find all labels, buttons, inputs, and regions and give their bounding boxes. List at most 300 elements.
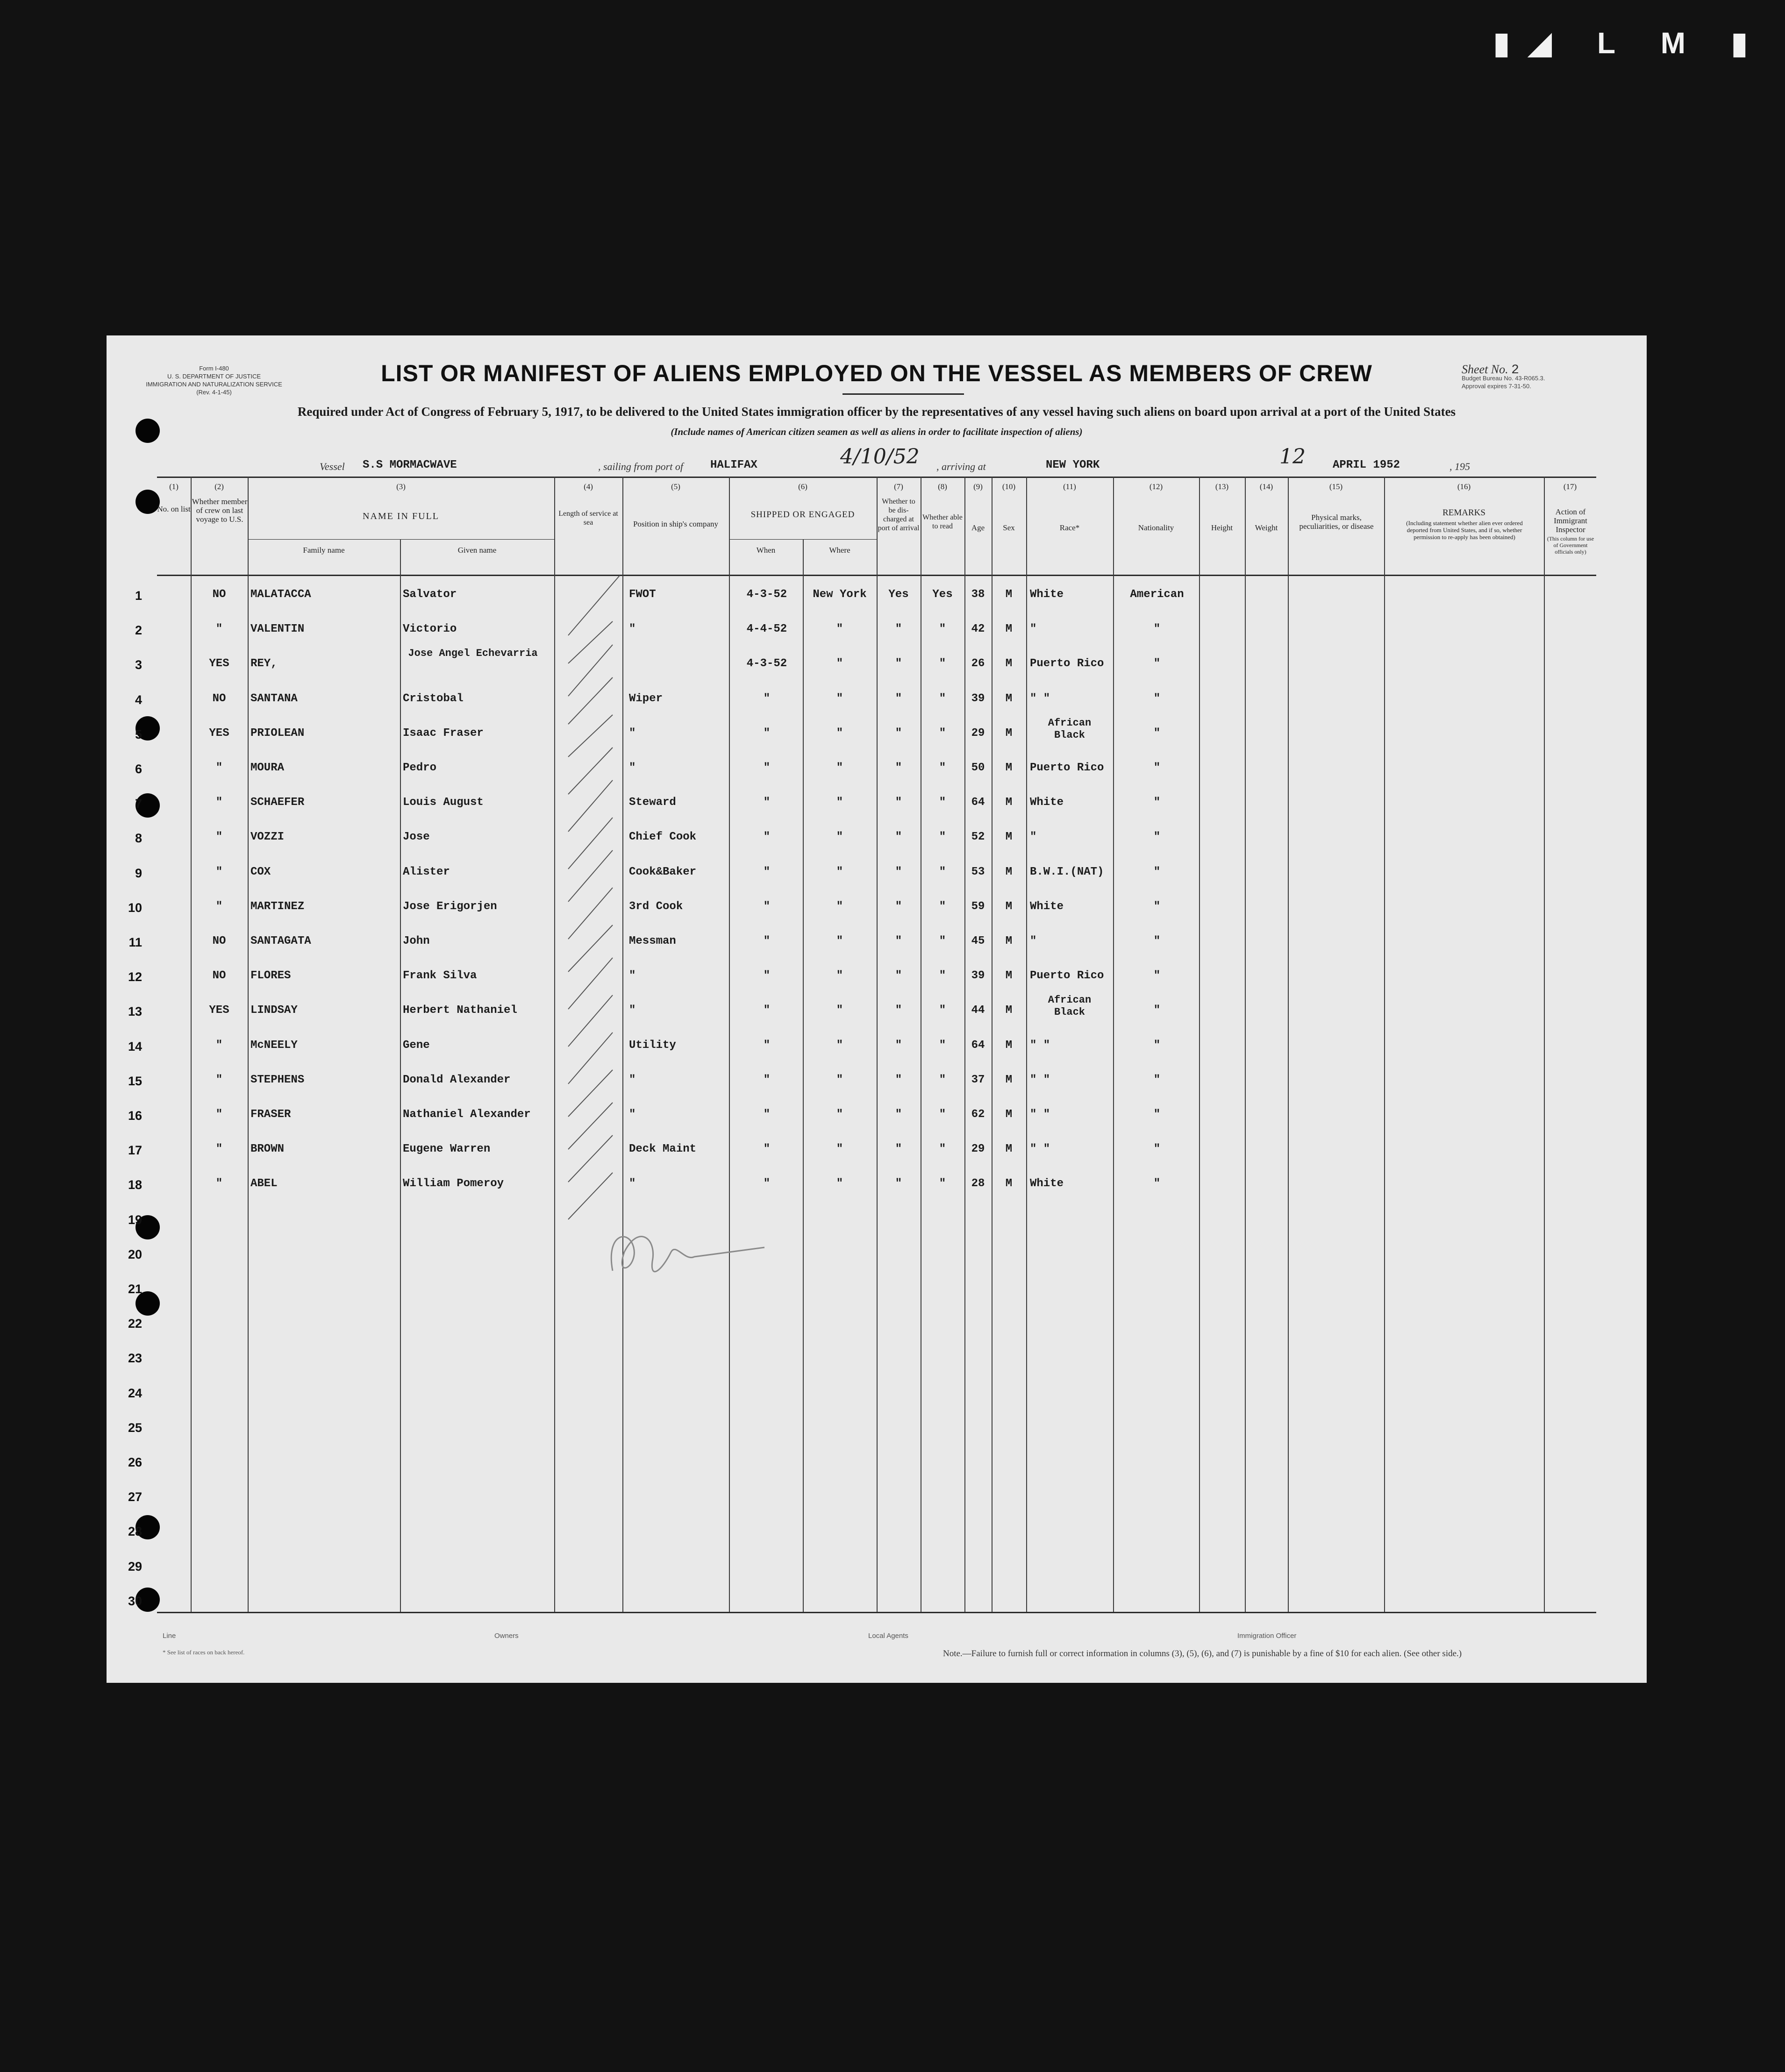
cell-race: " " <box>1030 1039 1050 1052</box>
cell-crew: YES <box>209 1004 229 1017</box>
cell-where: " <box>836 865 843 878</box>
line-number: 22 <box>128 1317 142 1331</box>
line-number: 9 <box>135 866 142 880</box>
line-number: 15 <box>128 1074 142 1088</box>
cell-where: New York <box>813 588 867 601</box>
cell-family: PRIOLEAN <box>250 726 305 740</box>
cell-when: " <box>763 1073 771 1086</box>
cell-discharge: " <box>895 623 902 636</box>
cell-when: " <box>763 831 771 844</box>
cell-read: " <box>939 935 946 947</box>
cell-when: " <box>763 796 771 809</box>
cell-sex: M <box>1005 726 1013 740</box>
header-inspector-action: Action of Immigrant Inspector <box>1554 507 1587 534</box>
cell-given: Eugene Warren <box>403 1143 491 1156</box>
cell-position: Cook&Baker <box>629 865 697 878</box>
cell-position: 3rd Cook <box>629 900 683 913</box>
cell-nationality: " <box>1153 692 1161 705</box>
line-number: 27 <box>128 1490 142 1504</box>
cell-crew: YES <box>209 726 229 740</box>
cell-crew: " <box>215 762 223 774</box>
header-remarks-note: (Including statement whether alien ever ordered deported from United States, and if so, whether permission to re-apply has been obtained) <box>1406 520 1523 541</box>
form-department: U. S. DEPARTMENT OF JUSTICE <box>167 373 261 380</box>
form-revision: (Rev. 4-1-45) <box>196 389 232 396</box>
vessel-label: Vessel <box>320 461 345 472</box>
cell-given: Salvator <box>403 588 457 601</box>
cell-position: " <box>629 1073 636 1086</box>
line-number: 1 <box>135 589 142 603</box>
cell-race: Puerto Rico <box>1030 969 1104 983</box>
cell-family: SANTANA <box>250 692 298 705</box>
cell-given: Victorio <box>403 623 457 636</box>
cell-nationality: " <box>1153 796 1161 809</box>
cell-race: African Black <box>1048 994 1092 1018</box>
cell-discharge: " <box>895 796 902 809</box>
cell-where: " <box>836 969 843 983</box>
cell-discharge: " <box>895 935 902 947</box>
manifest-sheet <box>107 335 1647 1683</box>
arriving-port: NEW YORK <box>1046 459 1100 471</box>
cell-read: " <box>939 1143 946 1156</box>
line-number: 8 <box>135 831 142 846</box>
line-number: 21 <box>128 1282 142 1296</box>
cell-sex: M <box>1005 1039 1013 1052</box>
approval-expiry: Approval expires 7-31-50. <box>1462 383 1531 390</box>
cell-position: " <box>629 969 636 983</box>
cell-position: " <box>629 1004 636 1017</box>
cell-read: " <box>939 1004 946 1017</box>
cell-nationality: " <box>1153 1177 1161 1190</box>
header-length-of-service: Length of service at sea <box>558 510 618 527</box>
cell-sex: M <box>1005 623 1013 636</box>
cell-position: " <box>629 1108 636 1121</box>
cell-age: 39 <box>971 692 985 705</box>
cell-age: 52 <box>971 831 985 844</box>
cell-position: Steward <box>629 796 676 809</box>
cell-race: " " <box>1030 1108 1050 1121</box>
cell-sex: M <box>1005 900 1013 913</box>
cell-position: " <box>629 1177 636 1190</box>
cell-when: 4-3-52 <box>746 588 787 601</box>
cell-crew: NO <box>212 588 226 601</box>
cell-discharge: " <box>895 1108 902 1121</box>
cell-family: ABEL <box>250 1177 278 1190</box>
cell-family: VOZZI <box>250 831 285 844</box>
line-number: 10 <box>128 900 142 915</box>
cell-family: COX <box>250 865 271 878</box>
cell-nationality: " <box>1153 657 1161 670</box>
cell-race: " " <box>1030 692 1050 705</box>
cell-given: Jose Angel Echevarria <box>408 648 538 660</box>
line-number: 12 <box>128 970 142 984</box>
cell-read: " <box>939 1177 946 1190</box>
header-shipped-or-engaged: SHIPPED OR ENGAGED <box>750 510 855 520</box>
line-number: 11 <box>129 935 142 949</box>
cell-discharge: " <box>895 1177 902 1190</box>
cell-position: FWOT <box>629 588 656 601</box>
line-number: 29 <box>128 1559 142 1574</box>
cell-age: 39 <box>971 969 985 983</box>
cell-crew: NO <box>212 692 226 705</box>
penalty-note: Note.—Failure to furnish full or correct information in columns (3), (5), (6), and (7) is punishable by a fine of $10 for each alien. (See other side.) <box>943 1649 1462 1659</box>
column-number: (9) <box>973 482 983 491</box>
header-physical-marks: Physical marks, peculiarities, or disease <box>1299 513 1374 531</box>
header-remarks: REMARKS <box>1442 508 1485 518</box>
cell-read: " <box>939 969 946 983</box>
cell-nationality: " <box>1153 1143 1161 1156</box>
line-number: 14 <box>128 1039 142 1054</box>
cell-given: Jose Erigorjen <box>403 900 497 913</box>
cell-crew: " <box>215 1039 223 1052</box>
cell-age: 62 <box>971 1108 985 1121</box>
sailing-from-port: HALIFAX <box>710 459 757 471</box>
cell-nationality: " <box>1153 762 1161 774</box>
cell-when: " <box>763 692 771 705</box>
cell-discharge: " <box>895 692 902 705</box>
cell-where: " <box>836 1177 843 1190</box>
line-number: 30 <box>128 1594 142 1608</box>
line-number: 28 <box>128 1524 142 1539</box>
cell-race: " <box>1030 831 1037 844</box>
column-number: (7) <box>894 482 903 491</box>
header-name-in-full: NAME IN FULL <box>363 511 439 521</box>
cell-sex: M <box>1005 1143 1013 1156</box>
cell-where: " <box>836 1143 843 1156</box>
cell-family: VALENTIN <box>250 623 305 636</box>
header-list-number: No. on list <box>157 505 191 513</box>
cell-crew: " <box>215 1108 223 1121</box>
cell-age: 28 <box>971 1177 985 1190</box>
header-inspector-note: (This column for use of Government officials only) <box>1547 535 1594 555</box>
cell-family: MOURA <box>250 762 285 774</box>
cell-when: " <box>763 762 771 774</box>
header-shipped-when: When <box>756 546 776 555</box>
column-number: (17) <box>1563 482 1577 491</box>
cell-crew: " <box>215 831 223 844</box>
sailing-from-label: , sailing from port of <box>598 461 683 472</box>
cell-position: " <box>629 623 636 636</box>
cell-age: 44 <box>971 1004 985 1017</box>
manifest-title: LIST OR MANIFEST OF ALIENS EMPLOYED ON THE VESSEL AS MEMBERS OF CREW <box>381 360 1372 386</box>
line-number: 26 <box>128 1455 142 1469</box>
cell-where: " <box>836 796 843 809</box>
cell-sex: M <box>1005 796 1013 809</box>
cell-discharge: " <box>895 1143 902 1156</box>
cell-discharge: " <box>895 762 902 774</box>
cell-given: Gene <box>403 1039 430 1052</box>
cell-where: " <box>836 900 843 913</box>
handwritten-date: 4/10/52 <box>840 445 920 469</box>
cell-discharge: " <box>895 831 902 844</box>
cell-race: Puerto Rico <box>1030 762 1104 774</box>
line-number: 4 <box>135 692 142 707</box>
cell-position: " <box>629 726 636 740</box>
line-number: 13 <box>128 1004 142 1019</box>
column-number: (2) <box>214 482 224 491</box>
cell-age: 50 <box>971 762 985 774</box>
cell-age: 64 <box>971 1039 985 1052</box>
line-number: 25 <box>128 1420 142 1435</box>
header-given-name: Given name <box>457 546 497 555</box>
cell-where: " <box>836 623 843 636</box>
cell-crew: " <box>215 623 223 636</box>
cell-race: " " <box>1030 1073 1050 1086</box>
cell-nationality: " <box>1153 935 1161 947</box>
cell-nationality: " <box>1153 1004 1161 1017</box>
cell-discharge: " <box>895 969 902 983</box>
cell-sex: M <box>1005 692 1013 705</box>
header-race: Race* <box>1059 523 1080 532</box>
cell-where: " <box>836 1004 843 1017</box>
line-number: 19 <box>128 1212 142 1227</box>
cell-when: " <box>763 969 771 983</box>
column-number: (8) <box>938 482 947 491</box>
cell-given: William Pomeroy <box>403 1177 504 1190</box>
cell-given: Nathaniel Alexander <box>403 1108 531 1121</box>
cell-read: " <box>939 796 946 809</box>
cell-age: 37 <box>971 1073 985 1086</box>
cell-read: " <box>939 657 946 670</box>
column-number: (16) <box>1457 482 1471 491</box>
cell-family: LINDSAY <box>250 1004 298 1017</box>
cell-given: Frank Silva <box>403 969 477 983</box>
cell-family: SANTAGATA <box>250 935 311 947</box>
cell-given: Donald Alexander <box>403 1073 511 1086</box>
cell-read: " <box>939 1108 946 1121</box>
column-number: (15) <box>1329 482 1343 491</box>
cell-when: " <box>763 1004 771 1017</box>
sheet-number: 2 <box>1511 363 1519 377</box>
pencil-scrawl <box>611 1237 764 1272</box>
cell-race: White <box>1030 588 1064 601</box>
cell-nationality: American <box>1130 588 1184 601</box>
vessel-line <box>107 445 1647 476</box>
cell-when: " <box>763 865 771 878</box>
cell-when: 4-3-52 <box>746 657 787 670</box>
cell-read: " <box>939 1073 946 1086</box>
cell-given: Pedro <box>403 762 437 774</box>
column-number: (12) <box>1149 482 1163 491</box>
cell-read: Yes <box>932 588 953 601</box>
line-number: 23 <box>128 1351 142 1366</box>
cell-family: BROWN <box>250 1143 285 1156</box>
cell-sex: M <box>1005 831 1013 844</box>
arrival-month-year: APRIL 1952 <box>1333 459 1400 471</box>
cell-race: " <box>1030 935 1037 947</box>
cell-family: REY, <box>250 657 278 670</box>
cell-nationality: " <box>1153 1039 1161 1052</box>
cell-when: " <box>763 1039 771 1052</box>
cell-race: " " <box>1030 1143 1050 1156</box>
cell-given: Alister <box>403 865 450 878</box>
cell-when: " <box>763 1143 771 1156</box>
column-number: (14) <box>1259 482 1273 491</box>
cell-sex: M <box>1005 969 1013 983</box>
cell-sex: M <box>1005 935 1013 947</box>
footer-officer-label: Immigration Officer <box>1237 1632 1297 1640</box>
cell-read: " <box>939 831 946 844</box>
cell-race: B.W.I.(NAT) <box>1030 865 1104 878</box>
line-number: 3 <box>135 658 142 672</box>
header-able-to-read: Whether able to read <box>922 513 963 530</box>
cell-when: " <box>763 900 771 913</box>
cell-given: Jose <box>403 831 430 844</box>
column-number: (13) <box>1215 482 1229 491</box>
form-number: Form I-480 <box>199 365 229 372</box>
cell-age: 42 <box>971 623 985 636</box>
cell-age: 59 <box>971 900 985 913</box>
cell-position: Utility <box>629 1039 676 1052</box>
cell-position: " <box>629 762 636 774</box>
arriving-at-label: , arriving at <box>936 461 986 472</box>
handwritten-arrival-day: 12 <box>1279 445 1306 469</box>
cell-family: FRASER <box>250 1108 291 1121</box>
cell-nationality: " <box>1153 865 1161 878</box>
races-footnote: * See list of races on back hereof. <box>163 1649 245 1656</box>
cell-discharge: " <box>895 1073 902 1086</box>
cell-nationality: " <box>1153 900 1161 913</box>
column-number: (3) <box>396 482 406 491</box>
line-number: 24 <box>128 1386 142 1400</box>
cell-discharge: " <box>895 657 902 670</box>
cell-sex: M <box>1005 1073 1013 1086</box>
cell-age: 64 <box>971 796 985 809</box>
column-number: (5) <box>671 482 680 491</box>
cell-position: Deck Maint <box>629 1143 697 1156</box>
cell-when: " <box>763 726 771 740</box>
cell-where: " <box>836 1108 843 1121</box>
header-nationality: Nationality <box>1138 523 1174 532</box>
cell-discharge: Yes <box>888 588 909 601</box>
manifest-instruction: (Include names of American citizen seamen as well as aliens in order to facilitate inspection of aliens) <box>671 426 1083 437</box>
film-frame-marks: ▮◢ L M ▮ <box>1493 26 1766 60</box>
header-weight: Weight <box>1255 523 1278 532</box>
cell-read: " <box>939 762 946 774</box>
cell-nationality: " <box>1153 1108 1161 1121</box>
cell-crew: " <box>215 1143 223 1156</box>
cell-given: John <box>403 935 430 947</box>
footer-agents-label: Local Agents <box>868 1632 908 1640</box>
header-crew-last-voyage: Whether member of crew on last voyage to U.S. <box>192 497 248 524</box>
cell-family: FLORES <box>250 969 291 983</box>
budget-bureau-number: Budget Bureau No. 43-R065.3. <box>1462 375 1545 382</box>
cell-given: Isaac Fraser <box>403 726 484 740</box>
cell-age: 38 <box>971 588 985 601</box>
header-shipped-where: Where <box>829 546 850 555</box>
cell-age: 53 <box>971 865 985 878</box>
cell-where: " <box>836 657 843 670</box>
cell-family: McNEELY <box>250 1039 298 1052</box>
cell-family: STEPHENS <box>250 1073 305 1086</box>
cell-position: Wiper <box>629 692 663 705</box>
cell-where: " <box>836 1039 843 1052</box>
cell-sex: M <box>1005 588 1013 601</box>
cell-where: " <box>836 935 843 947</box>
line-number: 20 <box>128 1247 142 1261</box>
cell-nationality: " <box>1153 1073 1161 1086</box>
cell-crew: NO <box>212 935 226 947</box>
title-rule <box>843 393 964 395</box>
cell-sex: M <box>1005 762 1013 774</box>
cell-when: 4-4-52 <box>746 623 787 636</box>
cell-when: " <box>763 935 771 947</box>
line-number: 18 <box>128 1178 142 1192</box>
cell-race: Puerto Rico <box>1030 657 1104 670</box>
cell-race: African Black <box>1048 717 1092 741</box>
cell-age: 45 <box>971 935 985 947</box>
cell-sex: M <box>1005 1004 1013 1017</box>
cell-position: Messman <box>629 935 676 947</box>
cell-nationality: " <box>1153 623 1161 636</box>
cell-race: " <box>1030 623 1037 636</box>
column-number: (10) <box>1002 482 1016 491</box>
cell-crew: " <box>215 1073 223 1086</box>
table-rule <box>157 1612 1596 1613</box>
cell-read: " <box>939 623 946 636</box>
cell-age: 29 <box>971 726 985 740</box>
form-service: IMMIGRATION AND NATURALIZATION SERVICE <box>146 381 282 388</box>
cell-where: " <box>836 762 843 774</box>
line-number: 17 <box>128 1143 142 1158</box>
length-of-service-pencil-marks <box>157 477 1596 1612</box>
cell-family: MALATACCA <box>250 588 311 601</box>
footer-line-label: Line <box>163 1632 176 1640</box>
cell-discharge: " <box>895 900 902 913</box>
cell-given: Herbert Nathaniel <box>403 1004 517 1017</box>
header-height: Height <box>1211 523 1233 532</box>
cell-age: 29 <box>971 1143 985 1156</box>
cell-when: " <box>763 1177 771 1190</box>
cell-family: MARTINEZ <box>250 900 305 913</box>
header-to-be-discharged: Whether to be dis-charged at port of arrival <box>878 498 920 532</box>
cell-race: White <box>1030 1177 1064 1190</box>
cell-race: White <box>1030 900 1064 913</box>
vessel-name: S.S MORMACWAVE <box>363 459 457 471</box>
cell-sex: M <box>1005 865 1013 878</box>
cell-where: " <box>836 831 843 844</box>
cell-nationality: " <box>1153 726 1161 740</box>
line-number: 5 <box>135 727 142 741</box>
cell-crew: " <box>215 900 223 913</box>
year-suffix: , 195 <box>1449 461 1470 472</box>
cell-read: " <box>939 692 946 705</box>
cell-nationality: " <box>1153 831 1161 844</box>
cell-crew: " <box>215 1177 223 1190</box>
header-age: Age <box>971 523 985 532</box>
cell-family: SCHAEFER <box>250 796 305 809</box>
cell-crew: " <box>215 865 223 878</box>
column-number: (1) <box>169 482 178 491</box>
crew-table <box>128 477 1596 1612</box>
cell-age: 26 <box>971 657 985 670</box>
cell-nationality: " <box>1153 969 1161 983</box>
cell-sex: M <box>1005 1177 1013 1190</box>
cell-crew: NO <box>212 969 226 983</box>
cell-discharge: " <box>895 865 902 878</box>
cell-discharge: " <box>895 1039 902 1052</box>
header-sex: Sex <box>1003 523 1015 532</box>
column-number: (11) <box>1063 482 1076 491</box>
cell-given: Louis August <box>403 796 484 809</box>
cell-read: " <box>939 865 946 878</box>
sheet-label: Sheet No. <box>1462 363 1508 376</box>
cell-where: " <box>836 726 843 740</box>
cell-discharge: " <box>895 1004 902 1017</box>
cell-when: " <box>763 1108 771 1121</box>
cell-crew: YES <box>209 657 229 670</box>
line-number: 7 <box>135 797 142 811</box>
cell-read: " <box>939 900 946 913</box>
